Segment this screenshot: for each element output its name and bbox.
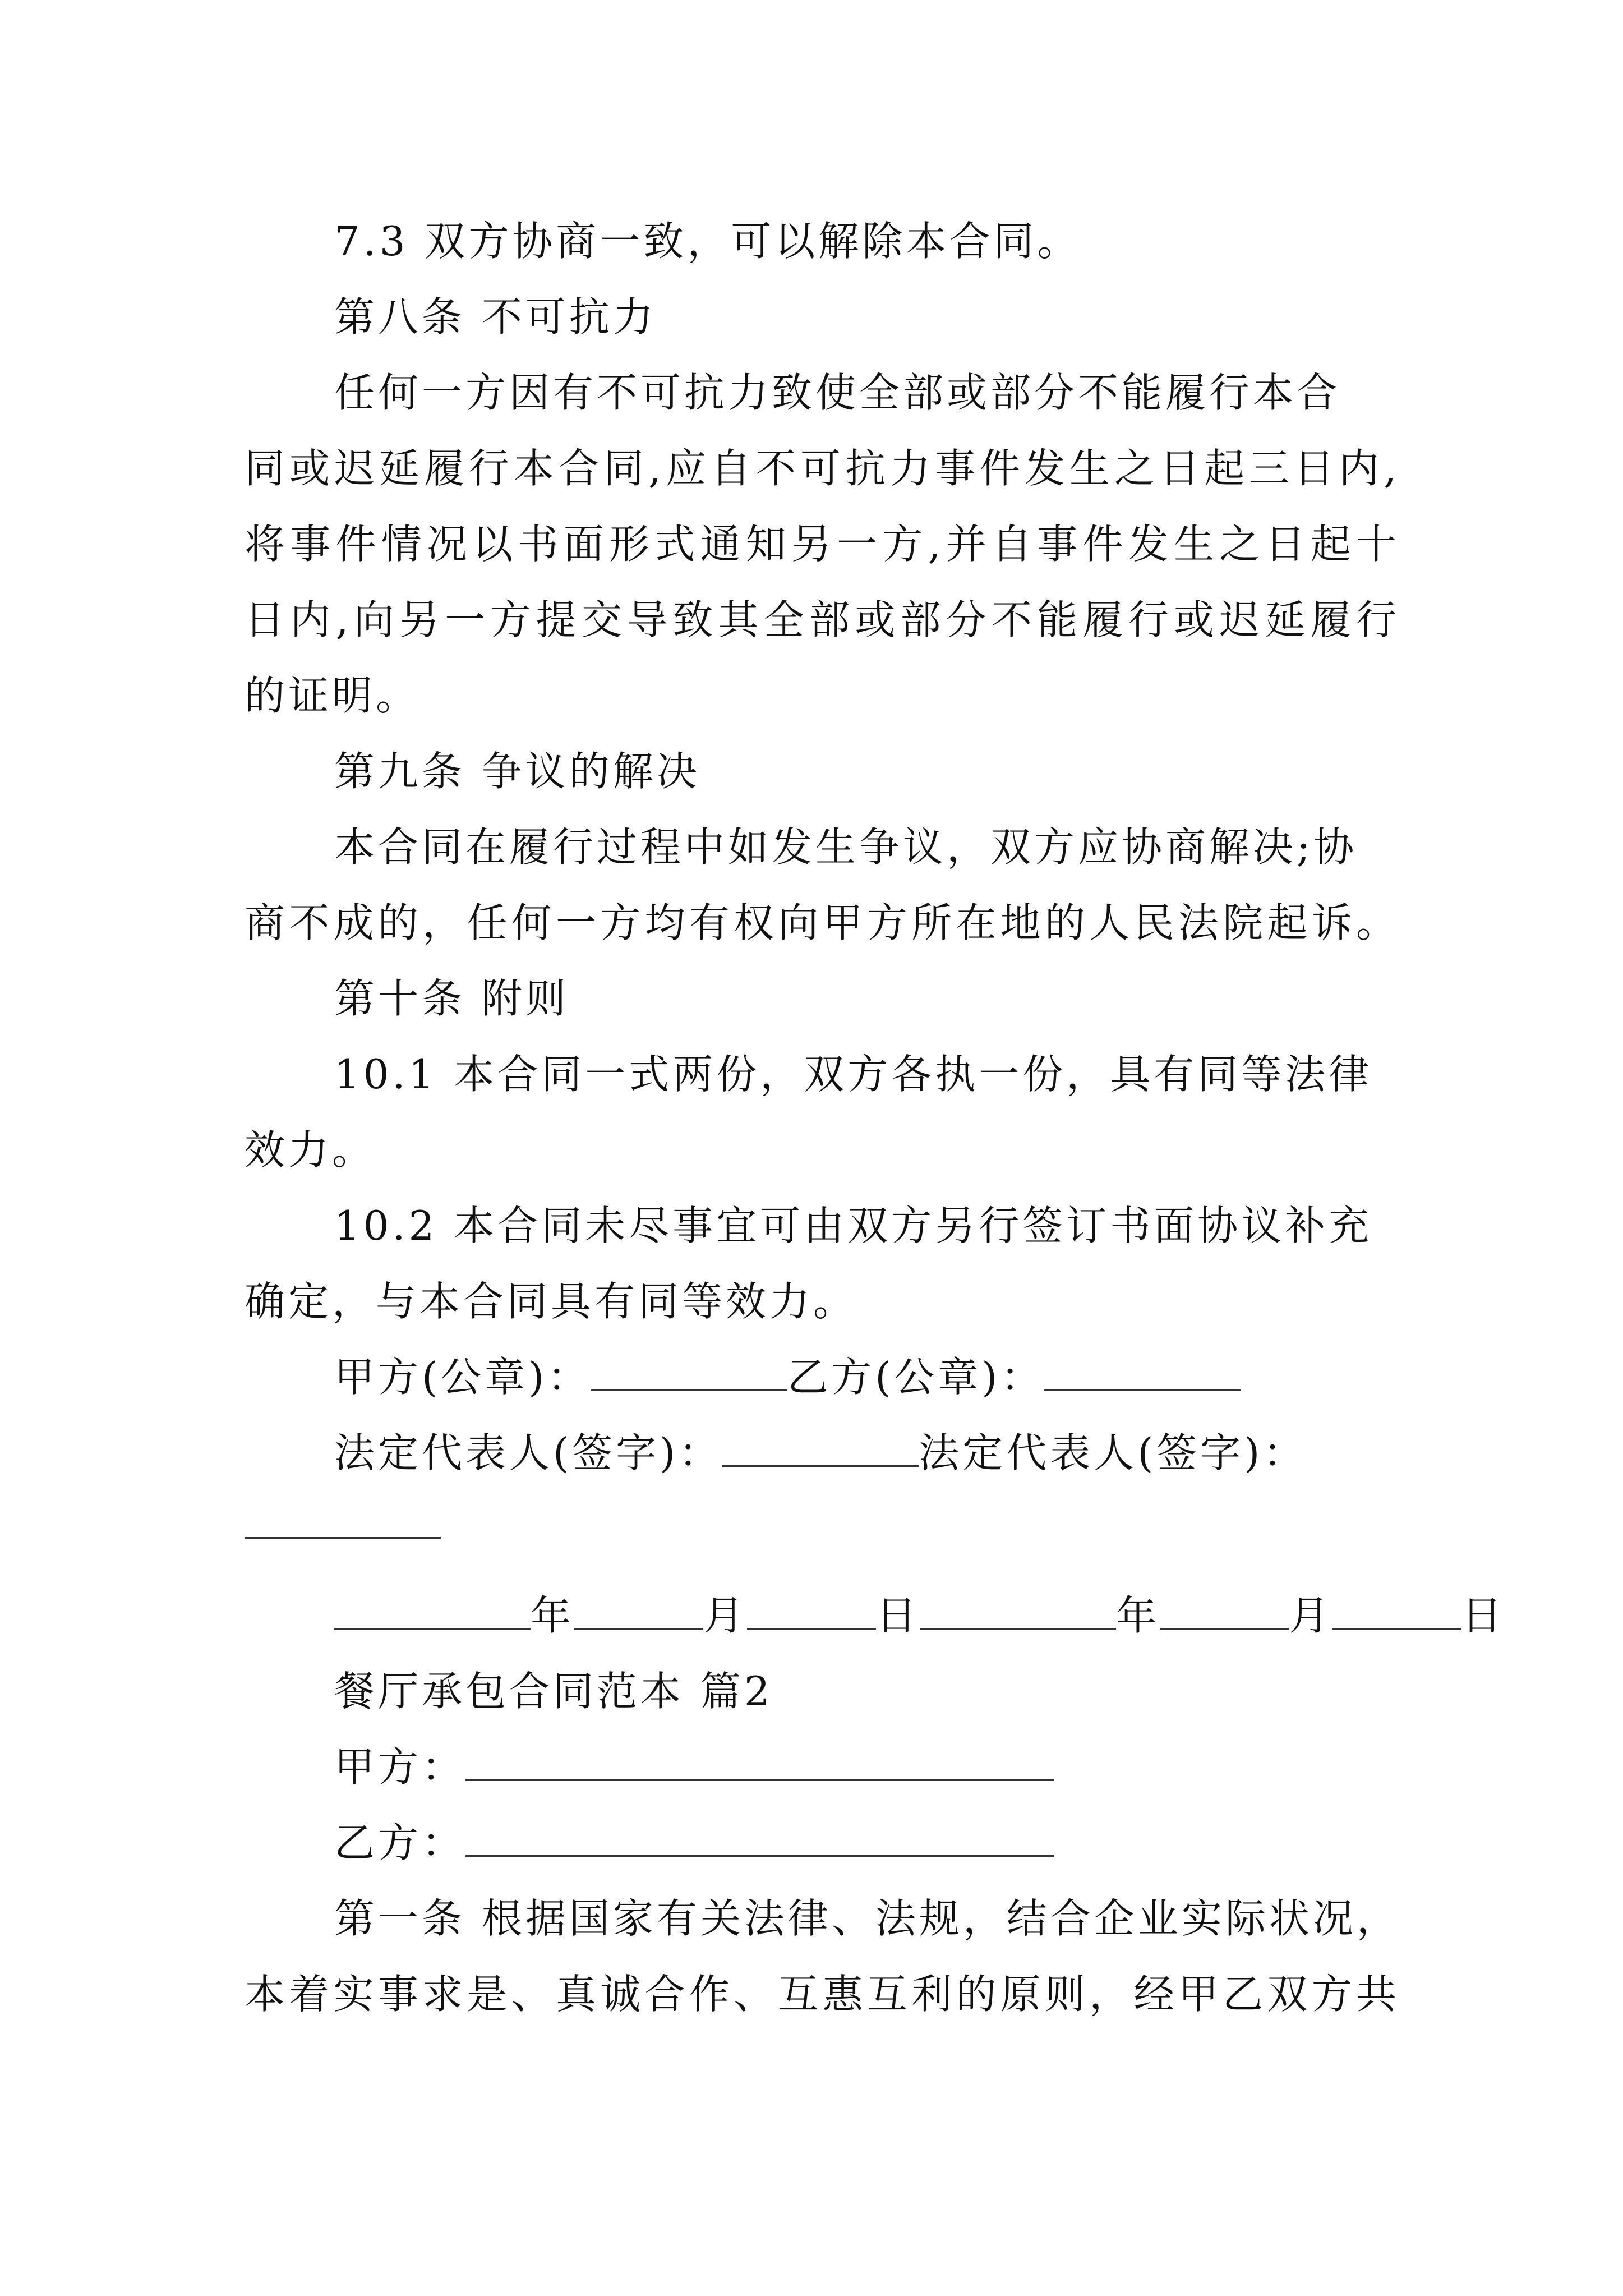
representative-line xyxy=(334,1428,1490,1478)
article-1-line-2: 本着实事求是、真诚合作、互惠互利的原则，经甲乙双方共 xyxy=(245,1971,1400,2018)
article-8-heading: 第八条 不可抗力 xyxy=(334,293,657,341)
date-line xyxy=(334,1590,1506,1641)
clause-10-2-line-2: 确定，与本合同具有同等效力。 xyxy=(245,1278,857,1325)
party-b-day-blank xyxy=(1332,1592,1461,1630)
article-8-text-line-3: 将事件情况以书面形式通知另一方,并自事件发生之日起十 xyxy=(245,521,1400,568)
clause-10-2-line-1: 10.2 本合同未尽事宜可由双方另行签订书面协议补充 xyxy=(334,1202,1373,1249)
party-b-seal-label: 乙方(公章)： xyxy=(787,1354,1045,1401)
article-10-heading: 第十条 附则 xyxy=(334,975,569,1022)
article-9-heading: 第九条 争议的解决 xyxy=(334,748,700,795)
party-b-rep-blank xyxy=(245,1537,441,1539)
party-b-line xyxy=(334,1818,1490,1868)
party-a-blank xyxy=(465,1743,1054,1781)
article-1-line-1: 第一条 根据国家有关法律、法规，结合企业实际状况， xyxy=(334,1895,1400,1942)
party-a-year-label: 年 xyxy=(531,1592,575,1639)
party-b-rep-label: 法定代表人(签字)： xyxy=(919,1429,1307,1476)
party-b-day-label: 日 xyxy=(1461,1592,1506,1639)
party-b-year-label: 年 xyxy=(1116,1592,1160,1639)
section-title: 餐厅承包合同范本 篇2 xyxy=(334,1668,773,1715)
party-a-year-blank xyxy=(334,1592,531,1630)
party-a-seal-label: 甲方(公章)： xyxy=(334,1354,592,1401)
party-b-seal-blank xyxy=(1044,1354,1241,1391)
clause-10-1-line-1: 10.1 本合同一式两份，双方各执一份，具有同等法律 xyxy=(334,1051,1373,1098)
party-a-month-blank xyxy=(574,1592,703,1630)
article-8-text-line-4: 日内,向另一方提交导致其全部或部分不能履行或迟延履行 xyxy=(245,596,1400,643)
party-b-month-label: 月 xyxy=(1289,1592,1333,1639)
party-b-blank xyxy=(465,1819,1054,1857)
party-a-month-label: 月 xyxy=(703,1592,748,1639)
article-9-text-line-2: 商不成的，任何一方均有权向甲方所在地的人民法院起诉。 xyxy=(245,899,1400,946)
party-b-month-blank xyxy=(1160,1592,1289,1630)
article-9-text-line-1: 本合同在履行过程中如发生争议，双方应协商解决;协 xyxy=(334,823,1358,871)
seal-line xyxy=(334,1352,1490,1402)
party-a-rep-label: 法定代表人(签字)： xyxy=(334,1429,723,1476)
party-b-year-blank xyxy=(920,1592,1116,1630)
clause-10-1-line-2: 效力。 xyxy=(245,1126,376,1174)
clause-7-3: 7.3 双方协商一致，可以解除本合同。 xyxy=(334,218,1081,265)
article-8-text-line-2: 同或迟延履行本合同,应自不可抗力事件发生之日起三日内, xyxy=(245,445,1400,492)
article-8-text-line-1: 任何一方因有不可抗力致使全部或部分不能履行本合 xyxy=(334,369,1341,416)
party-a-label: 甲方： xyxy=(334,1743,466,1791)
article-8-text-line-5: 的证明。 xyxy=(245,672,420,719)
party-a-line xyxy=(334,1742,1490,1792)
party-a-rep-blank xyxy=(722,1429,919,1467)
party-a-seal-blank xyxy=(591,1354,787,1391)
party-b-label: 乙方： xyxy=(334,1819,466,1866)
party-a-day-blank xyxy=(747,1592,876,1630)
party-a-day-label: 日 xyxy=(876,1592,920,1639)
